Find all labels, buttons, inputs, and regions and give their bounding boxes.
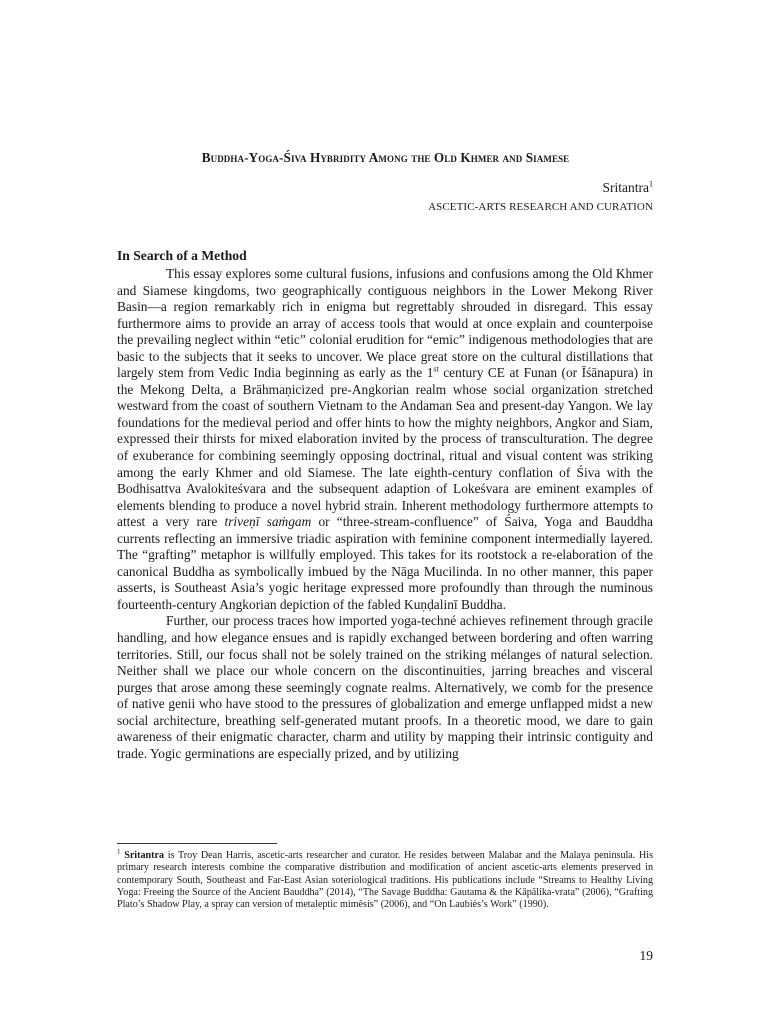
footnote-marker: 1 — [117, 847, 121, 856]
footnote-divider — [117, 843, 277, 844]
page-number: 19 — [639, 948, 653, 963]
paragraph-1 — [117, 266, 653, 613]
author-affiliation: ASCETIC-ARTS RESEARCH AND CURATION — [428, 201, 653, 213]
footnote-author-name: Sritantra — [124, 850, 165, 861]
footnote-ref-marker[interactable]: 1 — [649, 179, 653, 189]
paragraph-2: Further, our process traces how imported yoga-techné achieves refinement through gracile handling, and how elegance ensues and is rapidly exchanged between bordering and often warring territories. Still, our focus shall not be solely trained on the striking mélanges of natural selection. Neither shall we place our whole concern on the discontinuities, jarring breaches and visceral purges that arose among these seemingly cognate realms. Alternatively, we comb for the presence of native genii who have stood to the pressures of globalization and emerge unflapped midst a new social architecture, breathing self-generated mutant proofs. In a theoretic mood, we dare to gain awareness of their enigmatic character, charm and utility by mapping their intrinsic contiguity and trade. Yogic germinations are especially prized, and by utilizing — [117, 613, 653, 761]
paragraph-1-part-1: This essay explores some cultural fusions, infusions and confusions among the Old Khmer and Siamese kingdoms, two geographically contiguous neighbors in the Lower Mekong River Basin—a region remarkably rich in enigma but regrettably shrouded in disregard. This essay furthermore aims to provide an array of access tools that would at once explain and counterpoise the prevailing neglect within “etic” colonial erudition for “emic” indigenous methodologies that are basic to the subjects that it seeks to uncover. We place great store on the cultural distillations that largely stem from Vedic India beginning as early as the 1 — [117, 266, 653, 381]
ordinal-superscript: st — [433, 364, 439, 374]
section-heading: In Search of a Method — [117, 248, 247, 263]
author-line — [603, 180, 654, 196]
italic-term: triveṇī saṁgam — [224, 514, 312, 530]
paragraph-1-part-3: or “three-stream-confluence” of Śaiva, Yoga and Bauddha currents reflecting an immersive triadic aspiration with feminine component intermedially layered. The “grafting” metaphor is willfully employed. This takes for its rootstock a re-elaboration of the canonical Buddha as symbolically imbued by the Nāga Mucilinda. In no other manner, this paper asserts, is Southeast Asia’s yogic heritage expressed more profoundly than through the numinous fourteenth-century Angkorian depiction of the fabled Kuṇḍalinī Buddha. — [117, 514, 653, 612]
author-name: Sritantra — [602, 180, 649, 195]
paragraph-1-part-2: century CE at Funan (or Īśānapura) in the Mekong Delta, a Brāhmaṇicized pre-Angkorian realm whose social organization stretched westward from the coast of southern Vietnam to the Andaman Sea and present-day Yangon. We lay foundations for the medieval period and offer hints to how the mighty neighbors, Angkor and Siam, expressed their thirsts for mixed elaboration invited by the process of transculturation. The degree of exuberance for combining seemingly opposing doctrinal, ritual and visual content was striking among the early Khmer and old Siamese. The late eighth-century conflation of Śiva with the Bodhisattva Avalokiteśvara and the subsequent adaption of Lokeśvara are eminent examples of elements blending to produce a novel hybrid strain. Inherent methodology furthermore attempts to attest a very rare — [117, 365, 654, 530]
article-title: Buddha-Yoga-Śiva Hybridity Among the Old Khmer and Siamese — [201, 150, 570, 165]
footnote-text: is Troy Dean Harris, ascetic-arts researcher and curator. He resides between Malabar and the Malaya peninsula. His primary research interests combine the comparative distribution and modification of ancient ascetic-arts elements preserved in contemporary South, Southeast and Far-East Asian soteriological traditions. His publications include “Streams to Healthy Living Yoga: Freeing the Source of the Ancient Bauddha” (2014), “The Savage Buddha: Gautama & the Kāpālika-vrata” (2006), “Grafting Plato’s Shadow Play, a spray can version of metaleptic mimêsis” (2006), and “On Laubiès’s Work” (1990). — [117, 850, 654, 911]
body-text — [117, 266, 653, 762]
footnote — [117, 847, 654, 911]
